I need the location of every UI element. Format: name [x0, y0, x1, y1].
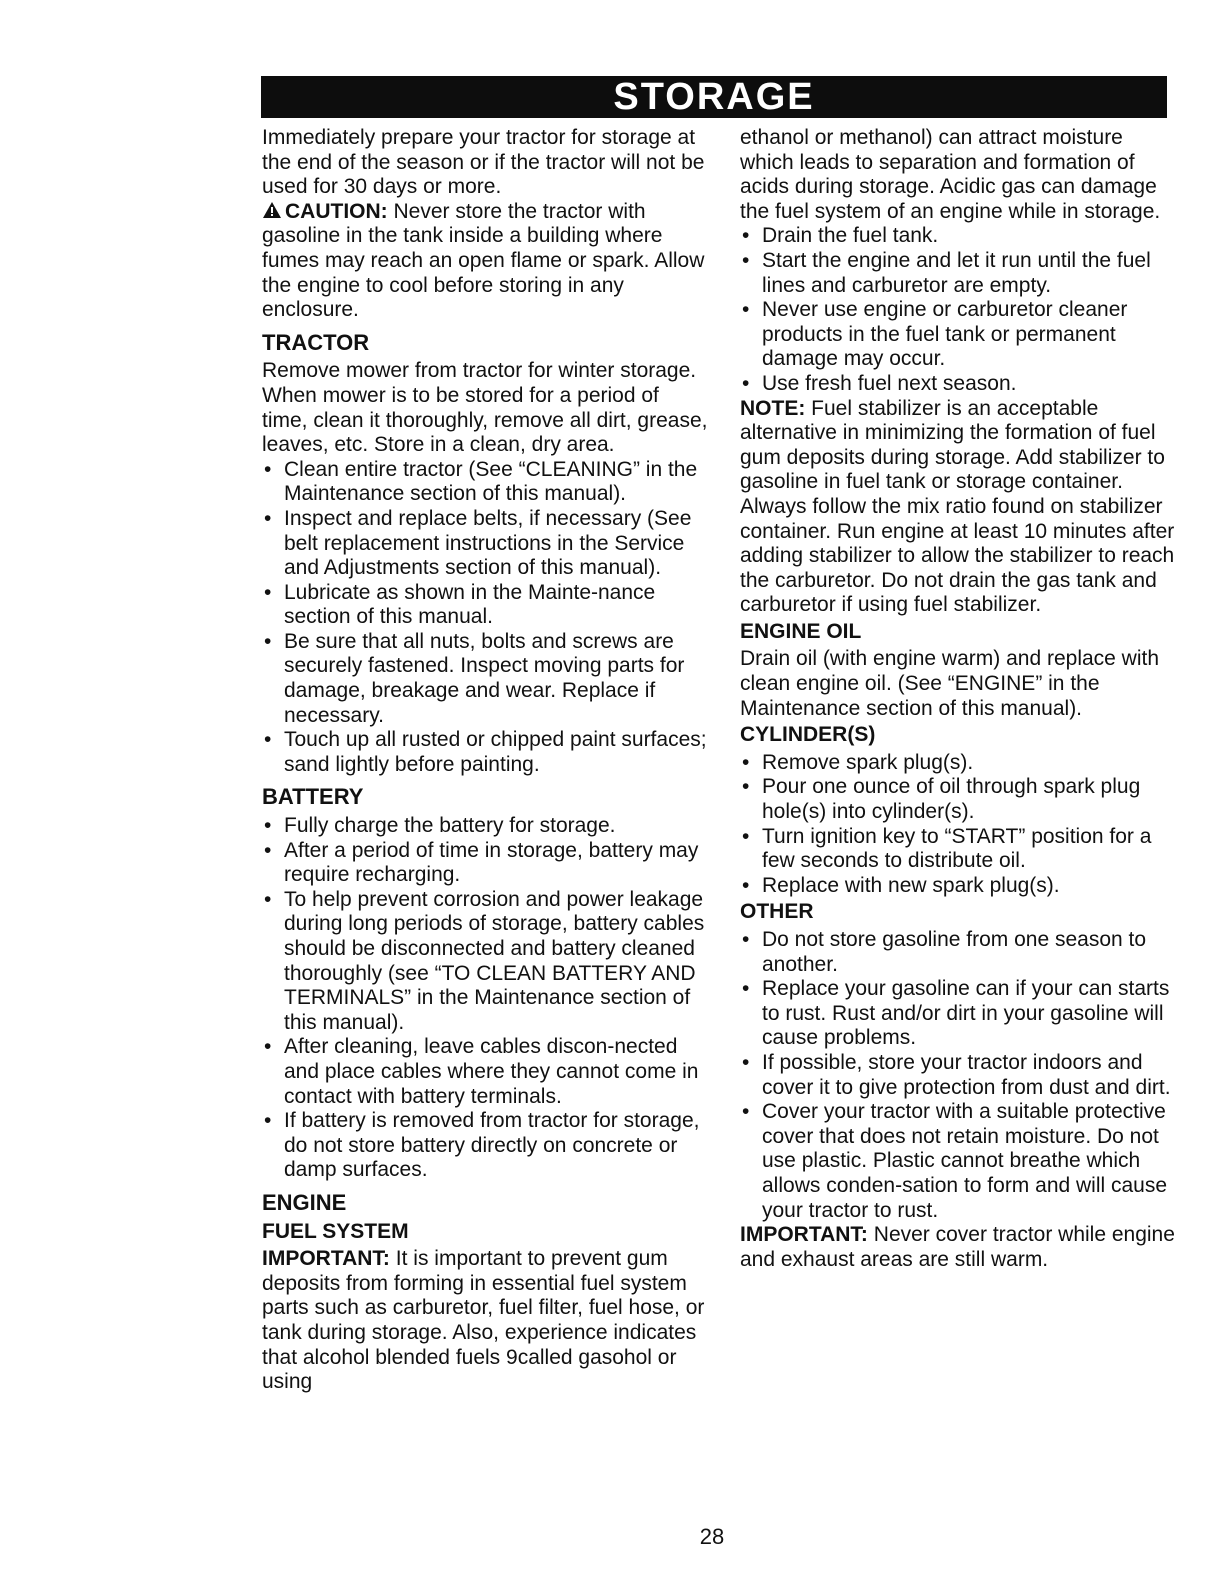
list-item: • Be sure that all nuts, bolts and screws are securely fastened. Inspect moving parts for damage, breakage and wear. Replace if necessary. — [262, 630, 708, 728]
intro-paragraph: Immediately prepare your tractor for storage at the end of the season or if the tractor will not be used for 30 days or more. — [262, 126, 705, 199]
list-item: • Cover your tractor with a suitable protective cover that does not retain moisture. Do not use plastic. Plastic cannot breathe which allows conden-sation to form and will cause your tractor to rust. — [740, 1100, 1180, 1223]
note-text: Fuel stabilizer is an acceptable alternative in minimizing the formation of fuel gum deposits during storage. Add stabilizer to gasoline in fuel tank or storage container. Always follow the mix ratio found on stabilizer container. Run engine at least 10 minutes after adding stabilizer to allow the stabilizer to reach the carburetor. Do not drain the gas tank and carburetor if using fuel stabilizer. — [740, 396, 1175, 617]
list-item: • Never use engine or carburetor cleaner products in the fuel tank or permanent damage may occur. — [740, 298, 1180, 372]
caution-label: CAUTION: — [285, 199, 388, 223]
battery-bullet-list — [262, 814, 708, 1183]
battery-heading: BATTERY — [262, 784, 364, 810]
list-item: • After a period of time in storage, battery may require recharging. — [262, 839, 708, 888]
cylinders-heading: CYLINDER(S) — [740, 723, 876, 747]
list-item: • Pour one ounce of oil through spark plug hole(s) into cylinder(s). — [740, 775, 1180, 824]
other-bullet-list — [740, 928, 1180, 1223]
tractor-bullet-list — [262, 458, 708, 778]
fuel-system-heading: FUEL SYSTEM — [262, 1219, 409, 1243]
list-item: • Replace with new spark plug(s). — [740, 874, 1180, 899]
right-column — [740, 126, 1180, 1272]
list-item: • Do not store gasoline from one season to another. — [740, 928, 1180, 977]
fuel-bullet-list — [740, 224, 1180, 396]
important-text: Never cover tractor while engine and exhaust areas are still warm. — [740, 1223, 1175, 1271]
list-item: • After cleaning, leave cables discon-nected and place cables where they cannot come in contact with battery terminals. — [262, 1035, 708, 1109]
note-paragraph — [740, 397, 1180, 618]
list-item: • Clean entire tractor (See “CLEANING” in the Maintenance section of this manual). — [262, 458, 708, 507]
list-item: • If possible, store your tractor indoors and cover it to give protection from dust and dirt. — [740, 1051, 1180, 1100]
list-item: • Inspect and replace belts, if necessary (See belt replacement instructions in the Service and Adjustments section of this manual). — [262, 507, 708, 581]
tractor-heading: TRACTOR — [262, 329, 370, 355]
other-heading: OTHER — [740, 900, 814, 924]
tractor-paragraph: Remove mower from tractor for winter storage. When mower is to be stored for a period of time, clean it thoroughly, remove all dirt, grease, leaves, etc. Store in a clean, dry area. — [262, 359, 708, 457]
left-column — [262, 126, 708, 1395]
list-item: • Fully charge the battery for storage. — [262, 814, 708, 839]
important-label: IMPORTANT: — [262, 1247, 390, 1271]
cylinders-bullet-list — [740, 751, 1180, 899]
engine-oil-heading: ENGINE OIL — [740, 619, 862, 643]
important-text: It is important to prevent gum deposits from forming in essential fuel system parts such as carburetor, fuel filter, fuel hose, or tank during storage. Also, experience indicates that alcohol blended fuels 9called gasohol or using — [262, 1247, 705, 1394]
other-important-paragraph — [740, 1223, 1180, 1272]
note-label: NOTE: — [740, 396, 806, 420]
caution-text: Never store the tractor with gasoline in the tank inside a building where fumes may reach an open flame or spark. Allow the engine to cool before storing in any enclosure. — [262, 199, 705, 322]
list-item: • Lubricate as shown in the Mainte-nance section of this manual. — [262, 581, 708, 630]
continued-paragraph: ethanol or methanol) can attract moisture which leads to separation and formation of acids during storage. Acidic gas can damage the fuel system of an engine while in storage. — [740, 126, 1161, 223]
page-number: 28 — [699, 1524, 725, 1549]
warning-triangle-icon — [262, 201, 282, 219]
list-item: • Drain the fuel tank. — [740, 224, 1180, 249]
list-item: • To help prevent corrosion and power leakage during long periods of storage, battery cables should be disconnected and battery cleaned thoroughly (see “TO CLEAN BATTERY AND TERMINALS” in the Maintenance section of this manual). — [262, 888, 708, 1036]
fuel-important-paragraph — [262, 1247, 708, 1395]
page-title: STORAGE — [261, 76, 1167, 118]
list-item: • Replace your gasoline can if your can starts to rust. Rust and/or dirt in your gasoline will cause problems. — [740, 977, 1180, 1051]
list-item: • Turn ignition key to “START” position for a few seconds to distribute oil. — [740, 825, 1180, 874]
important-label: IMPORTANT: — [740, 1223, 868, 1247]
list-item: • Use fresh fuel next season. — [740, 372, 1180, 397]
engine-heading: ENGINE — [262, 1189, 347, 1215]
list-item: • Touch up all rusted or chipped paint surfaces; sand lightly before painting. — [262, 728, 708, 777]
list-item: • If battery is removed from tractor for storage, do not store battery directly on concrete or damp surfaces. — [262, 1109, 708, 1183]
caution-paragraph — [262, 200, 708, 323]
engine-oil-paragraph: Drain oil (with engine warm) and replace with clean engine oil. (See “ENGINE” in the Maintenance section of this manual). — [740, 647, 1160, 720]
list-item: • Start the engine and let it run until the fuel lines and carburetor are empty. — [740, 249, 1180, 298]
list-item: • Remove spark plug(s). — [740, 751, 1180, 776]
